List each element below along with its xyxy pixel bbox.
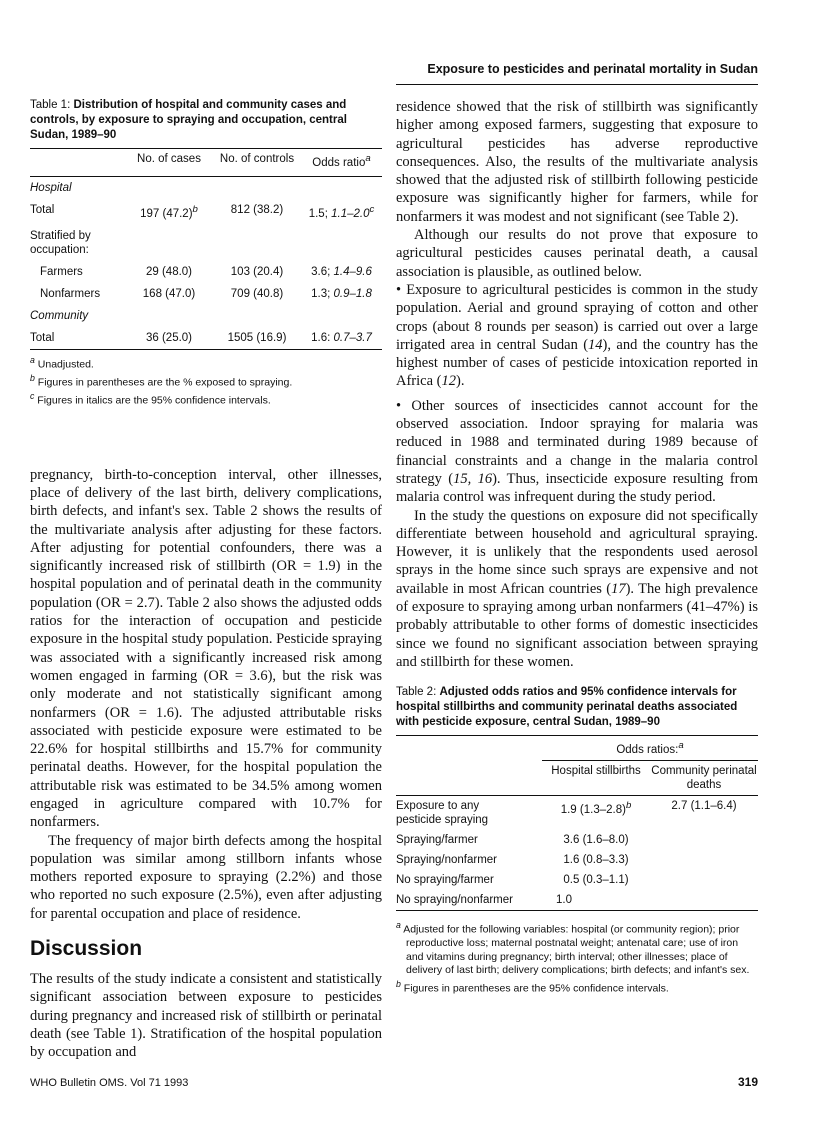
t2-header-community: Community perinatal deaths bbox=[650, 761, 758, 796]
left-paragraph-3: The results of the study indicate a consistent and statistically significant association between exposure to pesticides during pregnancy and increased risk of stillbirth or perinatal death (see Table 1). Stratification of the hospital population by occupation and bbox=[30, 971, 382, 1061]
table2-caption: Table 2: Adjusted odds ratios and 95% confidence intervals for hospital stillbirths and community perinatal deaths associated with pesticide exposure, central Sudan, 1989–90 bbox=[396, 686, 738, 729]
header-rule bbox=[396, 84, 758, 85]
table-row: Farmers 29 (48.0) 103 (20.4) 3.6; 1.4–9.6 bbox=[40, 265, 372, 278]
t1-community-label: Community bbox=[30, 309, 89, 322]
right-column bbox=[396, 98, 758, 996]
right-paragraph-1: residence showed that the risk of stillbirth was significantly higher among exposed farmers, suggesting that exposure to agricultural pesticides has adverse reproductive consequences. Also, the results of the multivariate analysis showed that the adjusted risk of stillbirth following pesticide exposure was significantly higher for farmers, while for nonfarmers it was modest and not significant (see Table 2). bbox=[396, 99, 758, 225]
left-paragraph-1: pregnancy, birth-to-conception interval, other illnesses, place of delivery of the last birth, delivery complications, birth defects, and infant's sex. Table 2 shows the results of the multivariate analysis after adjusting for these factors. After adjusting for potential confounders, there was a significantly increased risk of stillbirth (OR = 1.9) in the hospital population and of perinatal death in the community population (OR = 2.7). Table 2 also shows the adjusted odds ratios for the interaction of occupation and pesticide exposure in the hospital study population. Pesticide spraying was associated with a significantly increased risk among women engaged in farming (OR = 3.6), but the risk was only moderate and not statistically significant among nonfarmers (OR = 1.6). The adjusted attributable risks associated with pesticide exposure were estimated to be 22.6% for hospital stillbirths and 15.7% for community perinatal deaths. However, for the hospital population the attributable risk was estimated to be 34.5% among women engaged in agriculture compared with 10.7% for nonfarmers. bbox=[30, 466, 382, 831]
bullet-item: • Other sources of insecticides cannot account for the observed association. Indoor spraying for malaria was reduced in 1988 and terminated during 1989 because of financial constraints and a change in the malaria control strategy (15, 16). Thus, insecticide exposure resulting from malaria control was infrequent during the study period. bbox=[396, 397, 759, 506]
table-row: No spraying/farmer 0.5 (0.3–1.1) bbox=[396, 874, 629, 887]
footnote: $^a$ Adjusted for the following variables: hospital (or community region); prior reproductive loss; maternal postnatal weight; antenatal care; use of iron and vitamins during pregnancy; birth interval; other illnesses; place of delivery of last birth; delivery complications; birth defects; and infant's sex. bbox=[396, 920, 750, 977]
t2-header-hospital: Hospital stillbirths bbox=[542, 761, 650, 796]
table1 bbox=[30, 148, 382, 350]
footnote: $^c$ Figures in italics are the 95% confidence intervals. bbox=[30, 390, 271, 407]
t1-header-cases: No. of cases bbox=[125, 149, 213, 177]
right-paragraph-2: Although our results do not prove that exposure to agricultural pesticides causes perinatal death, a causal association is plausible, as outlined below. bbox=[396, 227, 758, 280]
footer-journal: WHO Bulletin OMS. Vol 71 1993 bbox=[30, 1077, 189, 1089]
footnote: $^b$ Figures in parentheses are the 95% confidence intervals. bbox=[396, 978, 669, 995]
page-number: 319 bbox=[737, 1075, 758, 1089]
footnote: $^a$ Unadjusted. bbox=[30, 354, 94, 371]
table2-notes bbox=[396, 919, 758, 996]
discussion-heading: Discussion bbox=[30, 937, 143, 961]
table-row: Total 36 (25.0) 1505 (16.9) 1.6: 0.7–3.7 bbox=[30, 331, 372, 344]
table-row: Exposure to any pesticide spraying 1.9 $(1.3-2.8)^b$ 2.7 (1.1–6.4) bbox=[396, 800, 737, 827]
left-paragraph-2: The frequency of major birth defects among the hospital population was similar among stillborn infants whose mothers reported exposure to spraying (2.2%) and those who reported no such exposure (2.5%), even after adjusting for parental occupation and place of residence. bbox=[30, 832, 382, 922]
table2 bbox=[396, 735, 758, 911]
table-row: Spraying/nonfarmer 1.6 (0.8–3.3) bbox=[396, 854, 629, 867]
bullet-item: • Exposure to agricultural pesticides is common in the study population. Aerial and ground spraying of cotton and other crops (about 8 rounds per season) is carried out over a large irrigated area in central Sudan (14), and the country has the highest number of cases of pesticide intoxication reported in Africa (12). bbox=[396, 281, 758, 390]
table-row: Spraying/farmer 3.6 (1.6–8.0) bbox=[396, 834, 629, 847]
table-row: Total 197 $(47.2)^b$ 812 (38.2) 1.5; 1.1–2.0$^c$ bbox=[30, 203, 375, 220]
t2-group-header: Odds ratios:$^a$ bbox=[542, 736, 758, 761]
table1-caption: Table 1: Distribution of hospital and community cases and controls, by exposure to spraying and occupation, central Sudan, 1989–90 bbox=[30, 99, 347, 141]
table-row: No spraying/nonfarmer 1.0 bbox=[396, 894, 572, 907]
running-head: Exposure to pesticides and perinatal mortality in Sudan bbox=[427, 62, 758, 76]
table-row: Nonfarmers 168 (47.0) 709 (40.8) 1.3; 0.9–1.8 bbox=[40, 287, 372, 300]
footnote: $^b$ Figures in parentheses are the % exposed to spraying. bbox=[30, 372, 293, 389]
left-column bbox=[30, 98, 382, 1062]
t1-hospital-label: Hospital bbox=[30, 181, 72, 194]
t1-stratified-label: Stratified by occupation: bbox=[30, 229, 91, 256]
t1-header-controls: No. of controls bbox=[213, 149, 301, 177]
table1-notes bbox=[30, 354, 382, 408]
right-paragraph-3: In the study the questions on exposure did not specifically differentiate between household and agricultural spraying. However, it is unlikely that the respondents used aerosol sprays in the home since such sprays are expensive and not available in most African countries (17). The high prevalence of exposure to spraying among urban nonfarmers (41–47%) is probably attributable to other forms of domestic insecticides since we found no significant association between spraying and stillbirth for these women. bbox=[396, 507, 758, 670]
t1-header-odds: Odds ratio$^a$ bbox=[301, 149, 382, 177]
